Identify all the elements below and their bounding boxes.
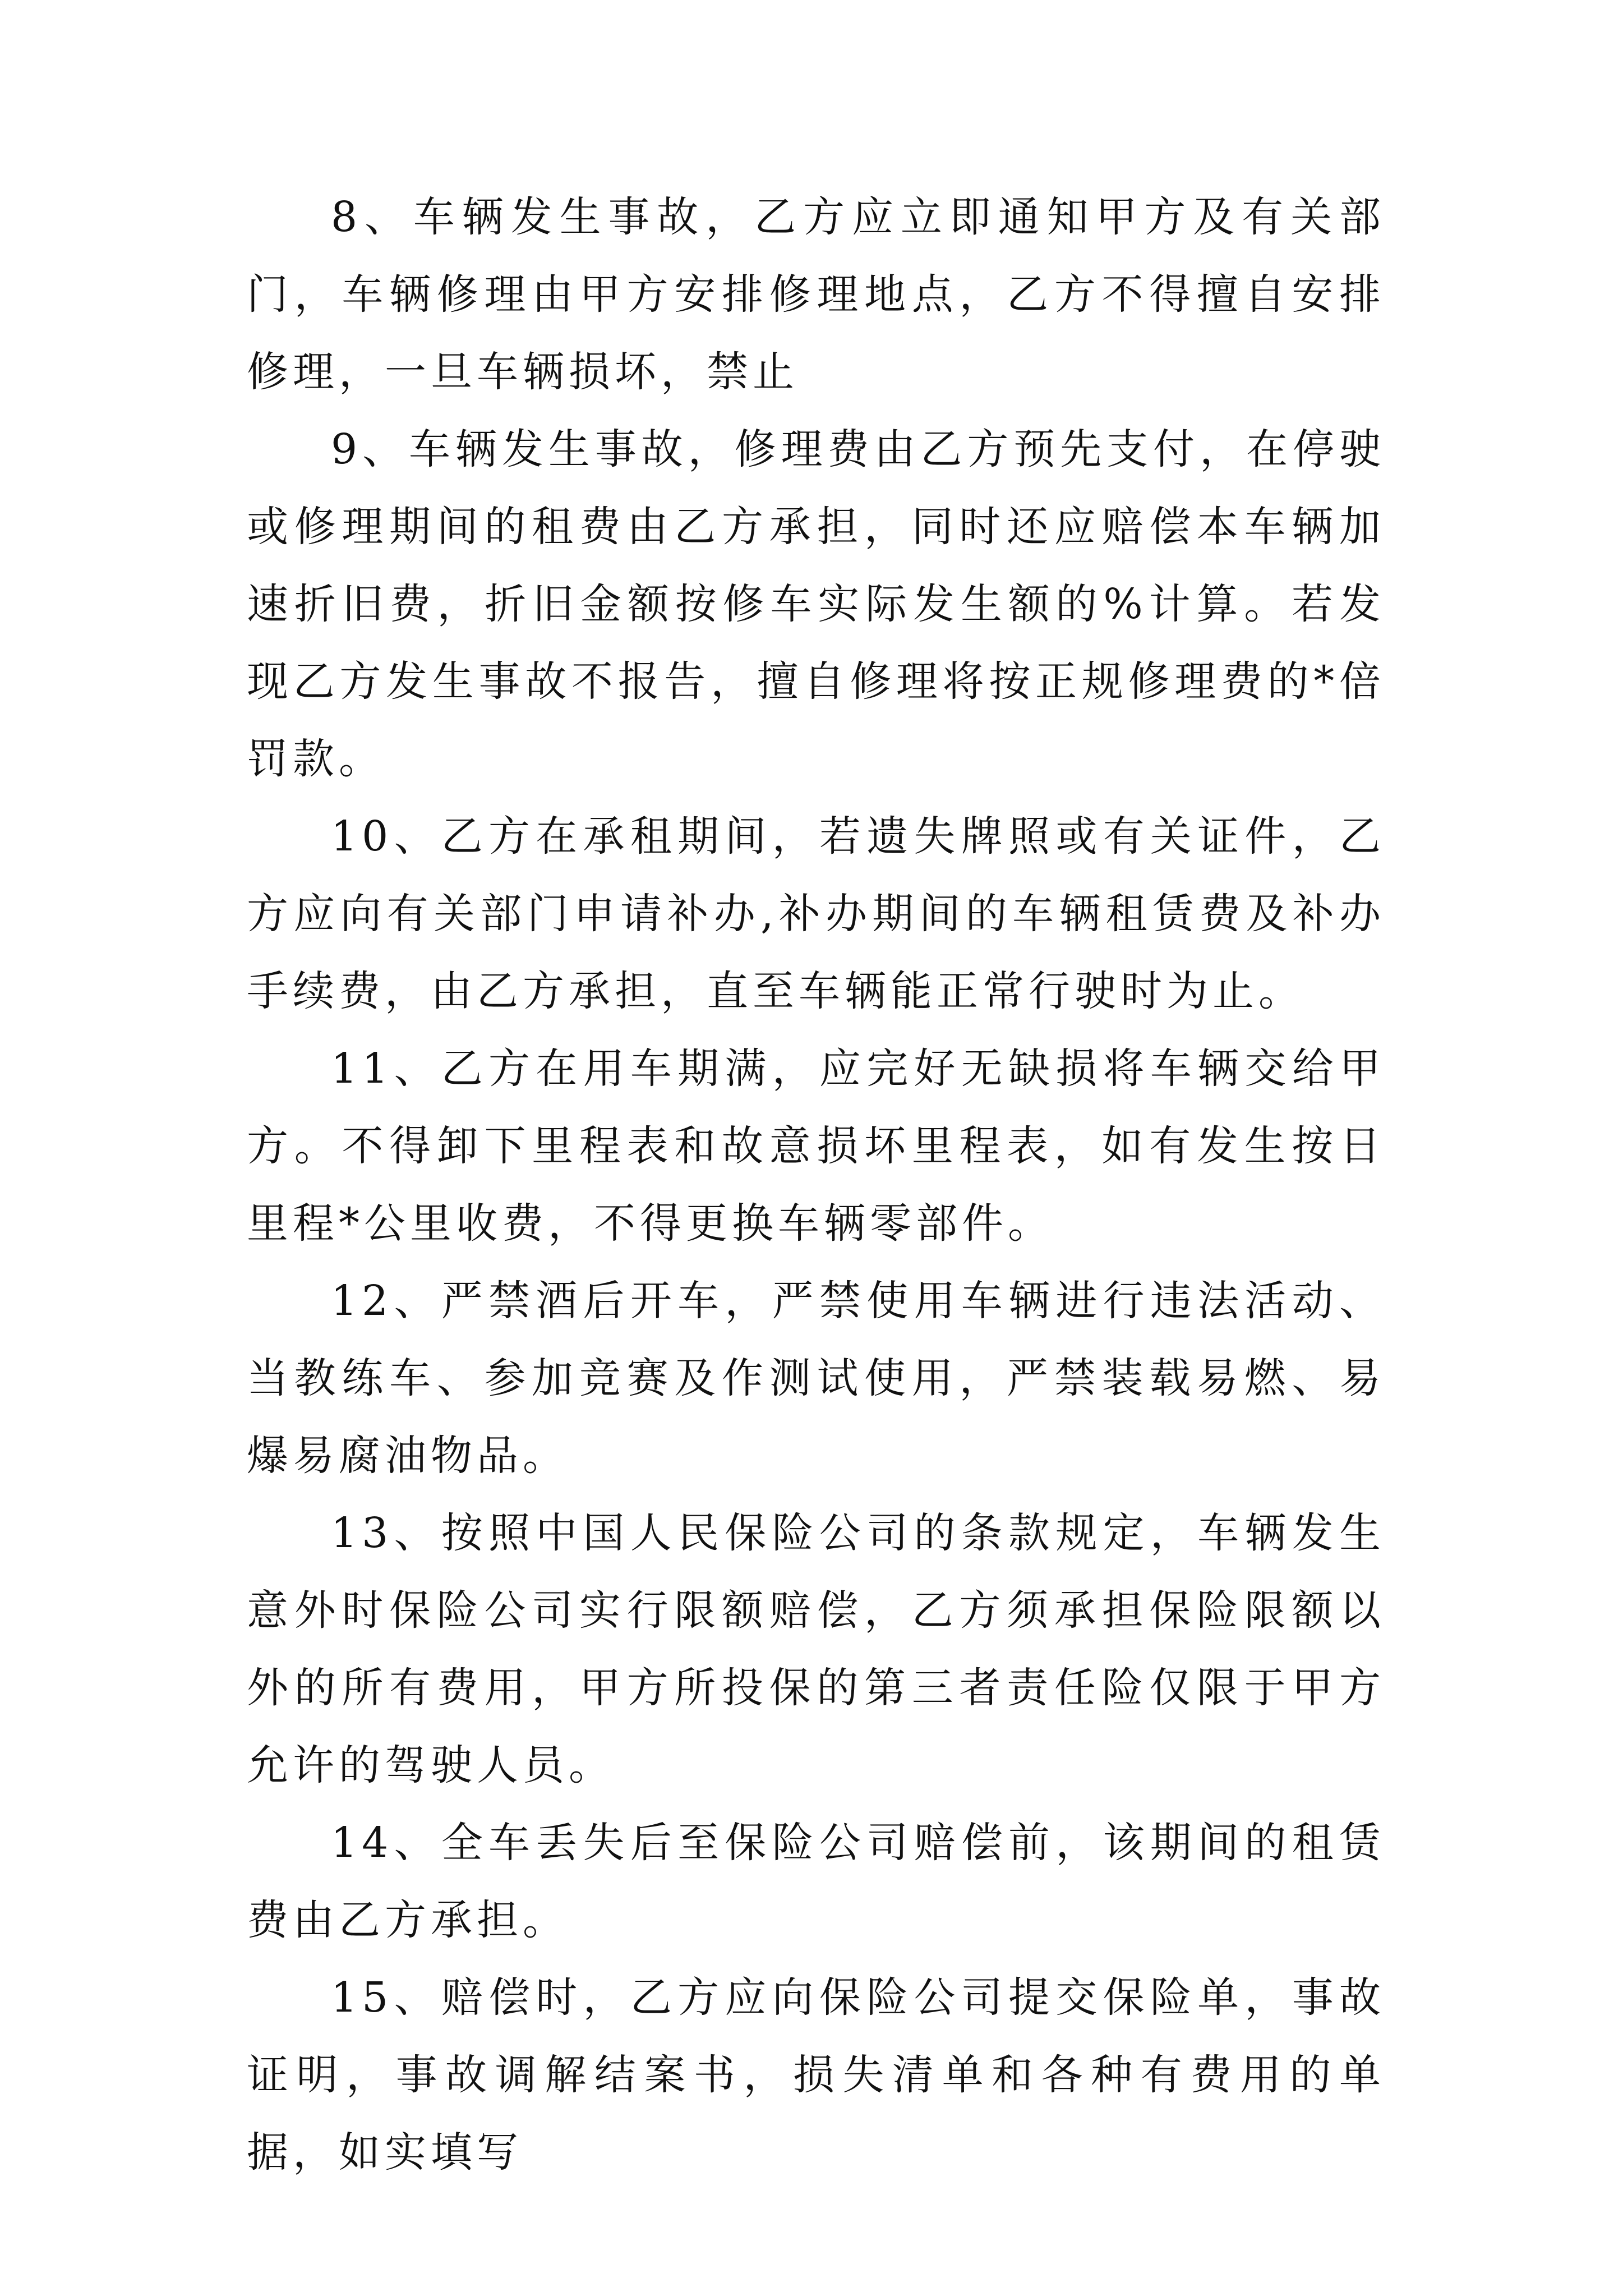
clause-8: 8、车辆发生事故，乙方应立即通知甲方及有关部门，车辆修理由甲方安排修理地点，乙方不得擅自安排修理，一旦车辆损坏，禁止 — [247, 193, 1385, 396]
clause-13: 13、按照中国人民保险公司的条款规定，车辆发生意外时保险公司实行限额赔偿，乙方须承担保险限额以外的所有费用，甲方所投保的第三者责任险仅限于甲方允许的驾驶人员。 — [247, 1509, 1385, 1789]
clause-11: 11、乙方在用车期满，应完好无缺损将车辆交给甲方。不得卸下里程表和故意损坏里程表，如有发生按日里程*公里收费，不得更换车辆零部件。 — [247, 1045, 1385, 1248]
clause-12: 12、严禁酒后开车，严禁使用车辆进行违法活动、当教练车、参加竞赛及作测试使用，严禁装载易燃、易爆易腐油物品。 — [247, 1277, 1385, 1480]
document-body — [247, 178, 1385, 2191]
clause-14: 14、全车丢失后至保险公司赔偿前，该期间的租赁费由乙方承担。 — [247, 1819, 1385, 1944]
clause-15: 15、赔偿时，乙方应向保险公司提交保险单，事故证明，事故调解结案书，损失清单和各种有费用的单据，如实填写 — [247, 1973, 1385, 2177]
clause-10: 10、乙方在承租期间，若遗失牌照或有关证件，乙方应向有关部门申请补办,补办期间的车辆租赁费及补办手续费，由乙方承担，直至车辆能正常行驶时为止。 — [247, 812, 1385, 1015]
clause-9: 9、车辆发生事故，修理费由乙方预先支付，在停驶或修理期间的租费由乙方承担，同时还应赔偿本车辆加速折旧费，折旧金额按修车实际发生额的%计算。若发现乙方发生事故不报告，擅自修理将按正规修理费的*倍罚款。 — [247, 425, 1385, 783]
